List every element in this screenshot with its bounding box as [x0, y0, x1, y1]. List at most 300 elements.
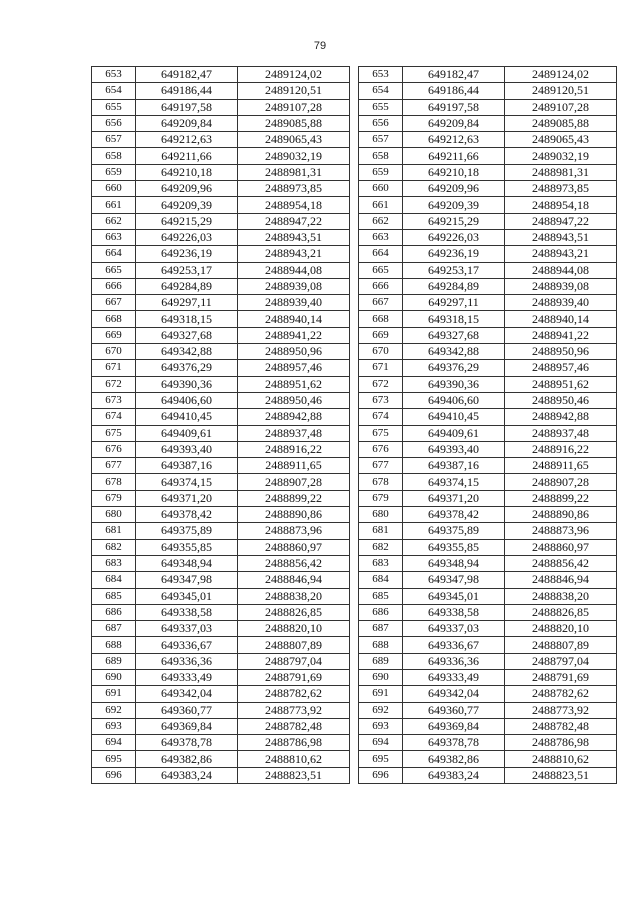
x-coordinate-cell: 649210,18 [403, 164, 505, 180]
y-coordinate-cell: 2489120,51 [505, 83, 617, 99]
y-coordinate-cell: 2489124,02 [505, 67, 617, 83]
y-coordinate-cell: 2488951,62 [505, 376, 617, 392]
point-number-cell: 666 [359, 278, 403, 294]
y-coordinate-cell: 2488943,51 [238, 229, 350, 245]
y-coordinate-cell: 2489032,19 [238, 148, 350, 164]
table-row [92, 572, 350, 588]
x-coordinate-cell: 649390,36 [136, 376, 238, 392]
x-coordinate-cell: 649297,11 [403, 295, 505, 311]
y-coordinate-cell: 2488797,04 [505, 653, 617, 669]
y-coordinate-cell: 2488873,96 [238, 523, 350, 539]
x-coordinate-cell: 649212,63 [403, 132, 505, 148]
y-coordinate-cell: 2488838,20 [505, 588, 617, 604]
y-coordinate-cell: 2488820,10 [238, 621, 350, 637]
y-coordinate-cell: 2489085,88 [505, 115, 617, 131]
x-coordinate-cell: 649327,68 [136, 327, 238, 343]
y-coordinate-cell: 2488957,46 [238, 360, 350, 376]
x-coordinate-cell: 649375,89 [136, 523, 238, 539]
table-row [92, 262, 350, 278]
x-coordinate-cell: 649406,60 [403, 392, 505, 408]
y-coordinate-cell: 2488782,48 [238, 718, 350, 734]
y-coordinate-cell: 2488791,69 [505, 669, 617, 685]
table-row [92, 767, 350, 783]
y-coordinate-cell: 2489120,51 [238, 83, 350, 99]
y-coordinate-cell: 2488939,08 [238, 278, 350, 294]
table-row [359, 213, 617, 229]
x-coordinate-cell: 649347,98 [136, 572, 238, 588]
table-row [359, 604, 617, 620]
point-number-cell: 675 [92, 425, 136, 441]
x-coordinate-cell: 649197,58 [403, 99, 505, 115]
point-number-cell: 695 [92, 751, 136, 767]
y-coordinate-cell: 2488939,08 [505, 278, 617, 294]
point-number-cell: 693 [92, 718, 136, 734]
table-row [92, 474, 350, 490]
x-coordinate-cell: 649376,29 [403, 360, 505, 376]
point-number-cell: 679 [92, 490, 136, 506]
y-coordinate-cell: 2488950,46 [505, 392, 617, 408]
y-coordinate-cell: 2488941,22 [505, 327, 617, 343]
point-number-cell: 689 [92, 653, 136, 669]
x-coordinate-cell: 649336,67 [136, 637, 238, 653]
y-coordinate-cell: 2488907,28 [505, 474, 617, 490]
point-number-cell: 677 [359, 458, 403, 474]
y-coordinate-cell: 2489107,28 [505, 99, 617, 115]
x-coordinate-cell: 649209,84 [403, 115, 505, 131]
table-row [359, 621, 617, 637]
y-coordinate-cell: 2489085,88 [238, 115, 350, 131]
point-number-cell: 663 [359, 229, 403, 245]
x-coordinate-cell: 649347,98 [403, 572, 505, 588]
y-coordinate-cell: 2488942,88 [505, 409, 617, 425]
y-coordinate-cell: 2488823,51 [505, 767, 617, 783]
y-coordinate-cell: 2488826,85 [505, 604, 617, 620]
x-coordinate-cell: 649342,04 [136, 686, 238, 702]
point-number-cell: 688 [359, 637, 403, 653]
y-coordinate-cell: 2488947,22 [505, 213, 617, 229]
x-coordinate-cell: 649406,60 [136, 392, 238, 408]
point-number-cell: 654 [92, 83, 136, 99]
point-number-cell: 681 [359, 523, 403, 539]
x-coordinate-cell: 649376,29 [136, 360, 238, 376]
table-row [92, 115, 350, 131]
point-number-cell: 664 [359, 246, 403, 262]
x-coordinate-cell: 649342,88 [136, 344, 238, 360]
point-number-cell: 685 [92, 588, 136, 604]
point-number-cell: 665 [92, 262, 136, 278]
x-coordinate-cell: 649226,03 [136, 229, 238, 245]
y-coordinate-cell: 2488944,08 [238, 262, 350, 278]
table-row [359, 555, 617, 571]
table-row [359, 735, 617, 751]
point-number-cell: 690 [359, 669, 403, 685]
y-coordinate-cell: 2489107,28 [238, 99, 350, 115]
y-coordinate-cell: 2488947,22 [238, 213, 350, 229]
table-row [359, 686, 617, 702]
table-row [359, 327, 617, 343]
table-row [92, 441, 350, 457]
x-coordinate-cell: 649410,45 [403, 409, 505, 425]
y-coordinate-cell: 2488890,86 [505, 507, 617, 523]
x-coordinate-cell: 649360,77 [136, 702, 238, 718]
x-coordinate-cell: 649375,89 [403, 523, 505, 539]
x-coordinate-cell: 649327,68 [403, 327, 505, 343]
x-coordinate-cell: 649345,01 [136, 588, 238, 604]
x-coordinate-cell: 649382,86 [403, 751, 505, 767]
y-coordinate-cell: 2488943,51 [505, 229, 617, 245]
x-coordinate-cell: 649182,47 [403, 67, 505, 83]
y-coordinate-cell: 2488807,89 [238, 637, 350, 653]
table-row [359, 83, 617, 99]
point-number-cell: 662 [92, 213, 136, 229]
x-coordinate-cell: 649297,11 [136, 295, 238, 311]
point-number-cell: 676 [359, 441, 403, 457]
y-coordinate-cell: 2488860,97 [238, 539, 350, 555]
point-number-cell: 669 [92, 327, 136, 343]
point-number-cell: 677 [92, 458, 136, 474]
point-number-cell: 673 [359, 392, 403, 408]
table-row [92, 164, 350, 180]
x-coordinate-cell: 649284,89 [136, 278, 238, 294]
point-number-cell: 666 [92, 278, 136, 294]
x-coordinate-cell: 649209,39 [136, 197, 238, 213]
x-coordinate-cell: 649336,36 [403, 653, 505, 669]
table-row [92, 751, 350, 767]
table-row [92, 344, 350, 360]
point-number-cell: 662 [359, 213, 403, 229]
x-coordinate-cell: 649387,16 [136, 458, 238, 474]
y-coordinate-cell: 2488944,08 [505, 262, 617, 278]
point-number-cell: 686 [359, 604, 403, 620]
table-row [92, 653, 350, 669]
table-row [359, 653, 617, 669]
table-row [92, 523, 350, 539]
y-coordinate-cell: 2488940,14 [238, 311, 350, 327]
x-coordinate-cell: 649318,15 [136, 311, 238, 327]
table-row [92, 555, 350, 571]
x-coordinate-cell: 649186,44 [136, 83, 238, 99]
table-row [92, 278, 350, 294]
y-coordinate-cell: 2488797,04 [238, 653, 350, 669]
point-number-cell: 694 [92, 735, 136, 751]
x-coordinate-cell: 649226,03 [403, 229, 505, 245]
table-row [92, 718, 350, 734]
x-coordinate-cell: 649333,49 [136, 669, 238, 685]
y-coordinate-cell: 2489065,43 [238, 132, 350, 148]
x-coordinate-cell: 649336,36 [136, 653, 238, 669]
table-row [92, 181, 350, 197]
table-row [92, 197, 350, 213]
y-coordinate-cell: 2488782,62 [505, 686, 617, 702]
x-coordinate-cell: 649355,85 [403, 539, 505, 555]
y-coordinate-cell: 2488957,46 [505, 360, 617, 376]
table-row [92, 99, 350, 115]
y-coordinate-cell: 2488838,20 [238, 588, 350, 604]
table-row [359, 115, 617, 131]
x-coordinate-cell: 649211,66 [136, 148, 238, 164]
point-number-cell: 681 [92, 523, 136, 539]
table-row [92, 327, 350, 343]
y-coordinate-cell: 2488782,48 [505, 718, 617, 734]
point-number-cell: 691 [359, 686, 403, 702]
y-coordinate-cell: 2488940,14 [505, 311, 617, 327]
y-coordinate-cell: 2488973,85 [505, 181, 617, 197]
y-coordinate-cell: 2488911,65 [505, 458, 617, 474]
x-coordinate-cell: 649336,67 [403, 637, 505, 653]
x-coordinate-cell: 649369,84 [136, 718, 238, 734]
y-coordinate-cell: 2488942,88 [238, 409, 350, 425]
coordinates-table-right-body [359, 67, 617, 784]
point-number-cell: 671 [92, 360, 136, 376]
table-row [92, 507, 350, 523]
table-row [359, 425, 617, 441]
table-row [359, 523, 617, 539]
point-number-cell: 687 [92, 621, 136, 637]
point-number-cell: 675 [359, 425, 403, 441]
point-number-cell: 660 [359, 181, 403, 197]
table-row [359, 99, 617, 115]
y-coordinate-cell: 2488939,40 [505, 295, 617, 311]
point-number-cell: 664 [92, 246, 136, 262]
y-coordinate-cell: 2488943,21 [238, 246, 350, 262]
x-coordinate-cell: 649284,89 [403, 278, 505, 294]
point-number-cell: 678 [359, 474, 403, 490]
point-number-cell: 661 [359, 197, 403, 213]
point-number-cell: 682 [92, 539, 136, 555]
table-row [359, 409, 617, 425]
coordinates-table-left [91, 66, 350, 784]
y-coordinate-cell: 2488954,18 [505, 197, 617, 213]
point-number-cell: 654 [359, 83, 403, 99]
point-number-cell: 668 [359, 311, 403, 327]
table-row [92, 458, 350, 474]
x-coordinate-cell: 649318,15 [403, 311, 505, 327]
x-coordinate-cell: 649253,17 [136, 262, 238, 278]
y-coordinate-cell: 2488950,96 [238, 344, 350, 360]
table-row [359, 441, 617, 457]
x-coordinate-cell: 649409,61 [136, 425, 238, 441]
table-row [92, 425, 350, 441]
x-coordinate-cell: 649383,24 [403, 767, 505, 783]
y-coordinate-cell: 2488973,85 [238, 181, 350, 197]
table-row [359, 197, 617, 213]
x-coordinate-cell: 649210,18 [136, 164, 238, 180]
point-number-cell: 658 [92, 148, 136, 164]
table-row [92, 621, 350, 637]
x-coordinate-cell: 649382,86 [136, 751, 238, 767]
table-row [359, 246, 617, 262]
table-row [92, 669, 350, 685]
table-row [92, 588, 350, 604]
point-number-cell: 663 [92, 229, 136, 245]
x-coordinate-cell: 649371,20 [403, 490, 505, 506]
y-coordinate-cell: 2488846,94 [238, 572, 350, 588]
point-number-cell: 684 [92, 572, 136, 588]
table-row [359, 490, 617, 506]
y-coordinate-cell: 2488937,48 [505, 425, 617, 441]
page-number: 79 [313, 40, 327, 52]
table-row [359, 751, 617, 767]
point-number-cell: 692 [359, 702, 403, 718]
point-number-cell: 695 [359, 751, 403, 767]
x-coordinate-cell: 649209,96 [136, 181, 238, 197]
table-row [92, 686, 350, 702]
x-coordinate-cell: 649215,29 [136, 213, 238, 229]
point-number-cell: 656 [359, 115, 403, 131]
x-coordinate-cell: 649236,19 [403, 246, 505, 262]
point-number-cell: 686 [92, 604, 136, 620]
y-coordinate-cell: 2488773,92 [238, 702, 350, 718]
x-coordinate-cell: 649348,94 [403, 555, 505, 571]
table-row [92, 67, 350, 83]
point-number-cell: 655 [92, 99, 136, 115]
point-number-cell: 653 [359, 67, 403, 83]
point-number-cell: 670 [359, 344, 403, 360]
x-coordinate-cell: 649345,01 [403, 588, 505, 604]
x-coordinate-cell: 649337,03 [136, 621, 238, 637]
table-row [92, 539, 350, 555]
point-number-cell: 691 [92, 686, 136, 702]
x-coordinate-cell: 649209,84 [136, 115, 238, 131]
point-number-cell: 658 [359, 148, 403, 164]
point-number-cell: 669 [359, 327, 403, 343]
x-coordinate-cell: 649333,49 [403, 669, 505, 685]
x-coordinate-cell: 649390,36 [403, 376, 505, 392]
point-number-cell: 659 [92, 164, 136, 180]
point-number-cell: 676 [92, 441, 136, 457]
x-coordinate-cell: 649211,66 [403, 148, 505, 164]
table-row [92, 409, 350, 425]
table-row [359, 474, 617, 490]
point-number-cell: 694 [359, 735, 403, 751]
x-coordinate-cell: 649387,16 [403, 458, 505, 474]
y-coordinate-cell: 2488820,10 [505, 621, 617, 637]
table-row [92, 392, 350, 408]
table-row [359, 637, 617, 653]
point-number-cell: 696 [359, 767, 403, 783]
x-coordinate-cell: 649182,47 [136, 67, 238, 83]
y-coordinate-cell: 2488856,42 [505, 555, 617, 571]
point-number-cell: 672 [92, 376, 136, 392]
point-number-cell: 683 [92, 555, 136, 571]
y-coordinate-cell: 2489032,19 [505, 148, 617, 164]
x-coordinate-cell: 649197,58 [136, 99, 238, 115]
y-coordinate-cell: 2488807,89 [505, 637, 617, 653]
x-coordinate-cell: 649338,58 [136, 604, 238, 620]
table-row [92, 295, 350, 311]
x-coordinate-cell: 649342,04 [403, 686, 505, 702]
point-number-cell: 690 [92, 669, 136, 685]
x-coordinate-cell: 649338,58 [403, 604, 505, 620]
point-number-cell: 657 [92, 132, 136, 148]
y-coordinate-cell: 2488911,65 [238, 458, 350, 474]
x-coordinate-cell: 649215,29 [403, 213, 505, 229]
point-number-cell: 696 [92, 767, 136, 783]
point-number-cell: 655 [359, 99, 403, 115]
point-number-cell: 670 [92, 344, 136, 360]
x-coordinate-cell: 649378,42 [136, 507, 238, 523]
y-coordinate-cell: 2488773,92 [505, 702, 617, 718]
point-number-cell: 692 [92, 702, 136, 718]
table-row [92, 735, 350, 751]
y-coordinate-cell: 2488916,22 [505, 441, 617, 457]
y-coordinate-cell: 2488981,31 [238, 164, 350, 180]
table-row [359, 132, 617, 148]
y-coordinate-cell: 2488856,42 [238, 555, 350, 571]
table-row [92, 246, 350, 262]
table-row [359, 164, 617, 180]
table-row [359, 311, 617, 327]
table-row [92, 637, 350, 653]
table-row [359, 669, 617, 685]
point-number-cell: 657 [359, 132, 403, 148]
point-number-cell: 689 [359, 653, 403, 669]
point-number-cell: 687 [359, 621, 403, 637]
x-coordinate-cell: 649360,77 [403, 702, 505, 718]
point-number-cell: 688 [92, 637, 136, 653]
point-number-cell: 665 [359, 262, 403, 278]
table-row [359, 148, 617, 164]
x-coordinate-cell: 649383,24 [136, 767, 238, 783]
point-number-cell: 679 [359, 490, 403, 506]
x-coordinate-cell: 649209,96 [403, 181, 505, 197]
x-coordinate-cell: 649393,40 [136, 441, 238, 457]
x-coordinate-cell: 649410,45 [136, 409, 238, 425]
table-row [359, 262, 617, 278]
y-coordinate-cell: 2488846,94 [505, 572, 617, 588]
x-coordinate-cell: 649371,20 [136, 490, 238, 506]
y-coordinate-cell: 2488939,40 [238, 295, 350, 311]
y-coordinate-cell: 2488950,96 [505, 344, 617, 360]
point-number-cell: 673 [92, 392, 136, 408]
table-row [359, 278, 617, 294]
y-coordinate-cell: 2488916,22 [238, 441, 350, 457]
y-coordinate-cell: 2488943,21 [505, 246, 617, 262]
table-row [359, 702, 617, 718]
x-coordinate-cell: 649348,94 [136, 555, 238, 571]
table-row [359, 360, 617, 376]
table-row [359, 458, 617, 474]
y-coordinate-cell: 2488823,51 [238, 767, 350, 783]
table-row [359, 767, 617, 783]
x-coordinate-cell: 649369,84 [403, 718, 505, 734]
x-coordinate-cell: 649337,03 [403, 621, 505, 637]
table-row [92, 360, 350, 376]
table-row [92, 213, 350, 229]
y-coordinate-cell: 2488810,62 [238, 751, 350, 767]
y-coordinate-cell: 2489065,43 [505, 132, 617, 148]
table-row [359, 507, 617, 523]
x-coordinate-cell: 649236,19 [136, 246, 238, 262]
coordinates-table-left-body [92, 67, 350, 784]
table-row [92, 132, 350, 148]
point-number-cell: 693 [359, 718, 403, 734]
x-coordinate-cell: 649378,78 [136, 735, 238, 751]
point-number-cell: 678 [92, 474, 136, 490]
table-row [359, 539, 617, 555]
x-coordinate-cell: 649393,40 [403, 441, 505, 457]
table-row [359, 392, 617, 408]
point-number-cell: 668 [92, 311, 136, 327]
x-coordinate-cell: 649342,88 [403, 344, 505, 360]
point-number-cell: 685 [359, 588, 403, 604]
y-coordinate-cell: 2488826,85 [238, 604, 350, 620]
table-row [359, 295, 617, 311]
table-row [92, 148, 350, 164]
y-coordinate-cell: 2488899,22 [238, 490, 350, 506]
table-row [359, 229, 617, 245]
table-row [359, 67, 617, 83]
